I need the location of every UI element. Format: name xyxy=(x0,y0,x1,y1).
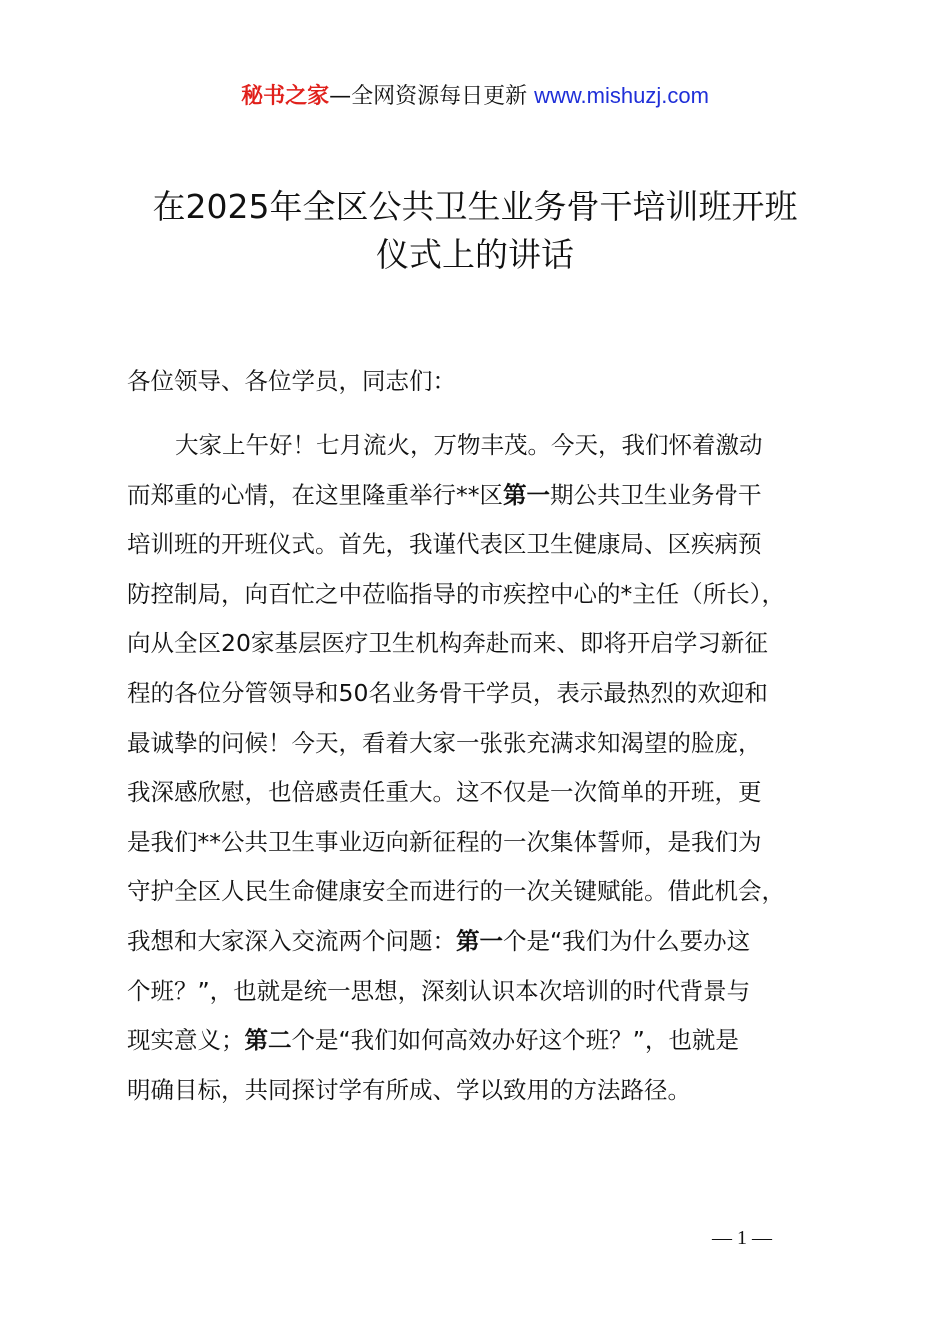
paragraph-line xyxy=(127,1016,867,1066)
paragraph-line: 明确目标，共同探讨学有所成、学以致用的方法路径。 xyxy=(127,1075,691,1104)
paragraph-line: 防控制局，向百忙之中莅临指导的市疾控中心的*主任（所长）， xyxy=(127,579,785,608)
site-header xyxy=(0,80,950,113)
paragraph-line: 程的各位分管领导和50名业务骨干学员，表示最热烈的欢迎和 xyxy=(127,678,768,707)
paragraph-text: 个是“我们为什么要办这 xyxy=(503,926,751,955)
paragraph-line xyxy=(127,917,867,967)
paragraph-line: 我深感欣慰，也倍感责任重大。这不仅是一次简单的开班，更 xyxy=(127,778,762,807)
paragraph-line: 守护全区人民生命健康安全而进行的一次关键赋能。借此机会， xyxy=(127,877,785,906)
emphasis-text: 第一 xyxy=(503,480,550,509)
paragraph-line: 培训班的开班仪式。首先，我谨代表区卫生健康局、区疾病预 xyxy=(127,530,762,559)
header-tagline: —全网资源每日更新 xyxy=(329,84,528,109)
paragraph-text: 而郑重的心情，在这里隆重举行**区 xyxy=(127,480,503,509)
page-number: — 1 — xyxy=(712,1227,772,1249)
paragraph-line xyxy=(127,471,867,521)
paragraph-text: 期公共卫生业务骨干 xyxy=(550,480,762,509)
salutation: 各位领导、各位学员，同志们： xyxy=(127,367,456,395)
paragraph-line: 大家上午好！七月流火，万物丰茂。今天，我们怀着激动 xyxy=(175,431,763,459)
paragraph-line: 最诚挚的问候！今天，看着大家一张张充满求知渴望的脸庞， xyxy=(127,728,762,757)
paragraph-line: 个班？”，也就是统一思想，深刻认识本次培训的时代背景与 xyxy=(127,976,751,1005)
emphasis-text: 第二 xyxy=(244,1026,292,1055)
paragraph-line: 向从全区20家基层医疗卫生机构奔赴而来、即将开启学习新征 xyxy=(127,629,768,658)
paragraph-line: 是我们**公共卫生事业迈向新征程的一次集体誓师，是我们为 xyxy=(127,827,762,856)
document-title xyxy=(100,183,850,279)
emphasis-text: 第一 xyxy=(456,926,503,955)
paragraph-text: 我想和大家深入交流两个问题： xyxy=(127,926,456,955)
speech-paragraph xyxy=(127,421,867,1115)
paragraph-text: 现实意义； xyxy=(127,1026,245,1055)
title-line-1: 在2025年全区公共卫生业务骨干培训班开班 xyxy=(152,187,798,226)
brand-name: 秘书之家 xyxy=(241,84,330,109)
site-url-link[interactable]: www.mishuzj.com xyxy=(534,83,709,108)
paragraph-text: 个是“我们如何高效办好这个班？”，也就是 xyxy=(291,1026,739,1055)
title-line-2: 仪式上的讲话 xyxy=(376,235,574,274)
